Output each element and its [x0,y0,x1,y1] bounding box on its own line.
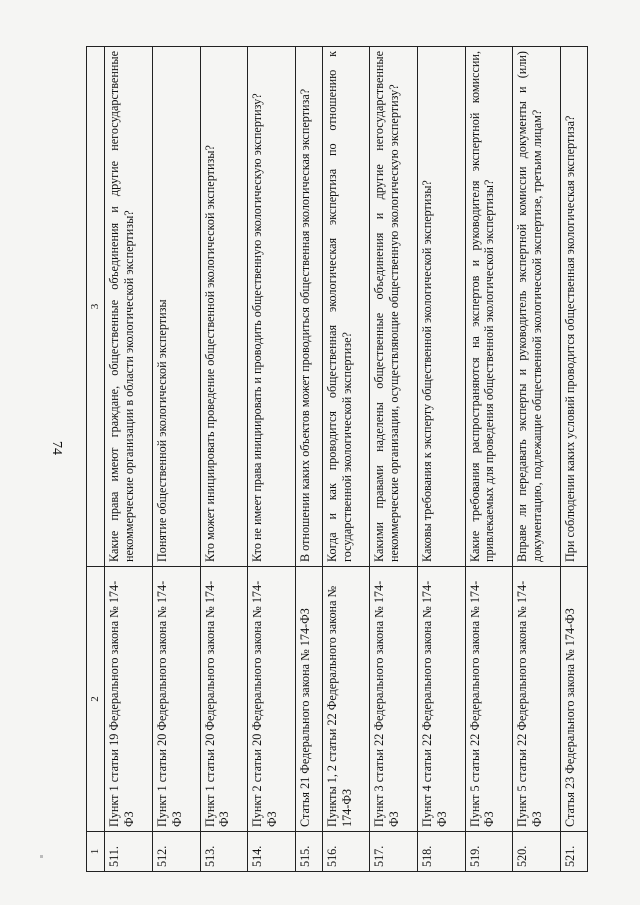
table-row [200,47,248,872]
row-number: 519. [465,832,513,872]
exam-question: Понятие общественной экологической экспертизы [152,47,200,567]
table-row [465,47,513,872]
legal-source: Пункт 5 статьи 22 Федерального закона № 174-ФЗ [465,567,513,832]
legal-source: Пункт 1 статьи 20 Федерального закона № 174-ФЗ [200,567,248,832]
table-row [417,47,465,872]
legal-source: Пункт 2 статьи 20 Федерального закона № 174-ФЗ [248,567,296,832]
header-col-1: 1 [87,832,105,872]
row-number: 514. [248,832,296,872]
row-number: 518. [417,832,465,872]
page-number: 74 [49,441,64,455]
exam-question: Какие требования распространяются на экспертов и руководителя экспертной комиссии, привлекаемых для проведения общественной экологической экспертизы? [465,47,513,567]
table-row [370,47,418,872]
table-row [105,47,153,872]
table-row [560,47,587,872]
row-number: 521. [560,832,587,872]
exam-question: Когда и как проводится общественная экологическая экспертиза по отношению к государственной экологической экспертизе? [322,47,370,567]
legal-source: Пункт 1 статьи 20 Федерального закона № 174-ФЗ [152,567,200,832]
legal-source: Статья 21 Федерального закона № 174-ФЗ [295,567,322,832]
table-row [322,47,370,872]
legal-source: Пункт 3 статьи 22 Федерального закона № 174-ФЗ [370,567,418,832]
exam-question: Вправе ли передавать эксперты и руководитель экспертной комиссии документы и (или) документацию, подлежащие общественной экологической экспертизе, третьим лицам? [513,47,561,567]
row-number: 512. [152,832,200,872]
exam-question: Кто не имеет права инициировать и проводить общественную экологическую экспертизу? [248,47,296,567]
exam-question: Какие права имеют граждане, общественные объединения и другие негосударственные некоммерческие организации в области экологической экспертизы? [105,47,153,567]
row-number: 513. [200,832,248,872]
legal-source: Пункт 4 статьи 22 Федерального закона № 174-ФЗ [417,567,465,832]
row-number: 515. [295,832,322,872]
exam-question: Кто может инициировать проведение общественной экологической экспертизы? [200,47,248,567]
row-number: 511. [105,832,153,872]
regulation-question-table [86,46,588,872]
header-col-2: 2 [87,567,105,832]
row-number: 520. [513,832,561,872]
legal-source: Пункт 1 статьи 19 Федерального закона № 174-ФЗ [105,567,153,832]
table-header-row [87,47,105,872]
exam-question: В отношении каких объектов может проводиться общественная экологическая экспертиза? [295,47,322,567]
scan-speck [40,855,43,858]
legal-source: Статья 23 Федерального закона № 174-ФЗ [560,567,587,832]
legal-source: Пункт 5 статьи 22 Федерального закона № 174-ФЗ [513,567,561,832]
table-row [152,47,200,872]
row-number: 517. [370,832,418,872]
table-row [248,47,296,872]
legal-source: Пункты 1, 2 статьи 22 Федерального закона № 174-ФЗ [322,567,370,832]
rotated-table-container [86,47,588,872]
table-row [295,47,322,872]
row-number: 516. [322,832,370,872]
exam-question: Какими правами наделены общественные объединения и другие негосударственные некоммерческие организации, осуществляющие общественную экологическую экспертизу? [370,47,418,567]
table-row [513,47,561,872]
exam-question: Каковы требования к эксперту общественной экологической экспертизы? [417,47,465,567]
header-col-3: 3 [87,47,105,567]
exam-question: При соблюдении каких условий проводится общественная экологическая экспертиза? [560,47,587,567]
